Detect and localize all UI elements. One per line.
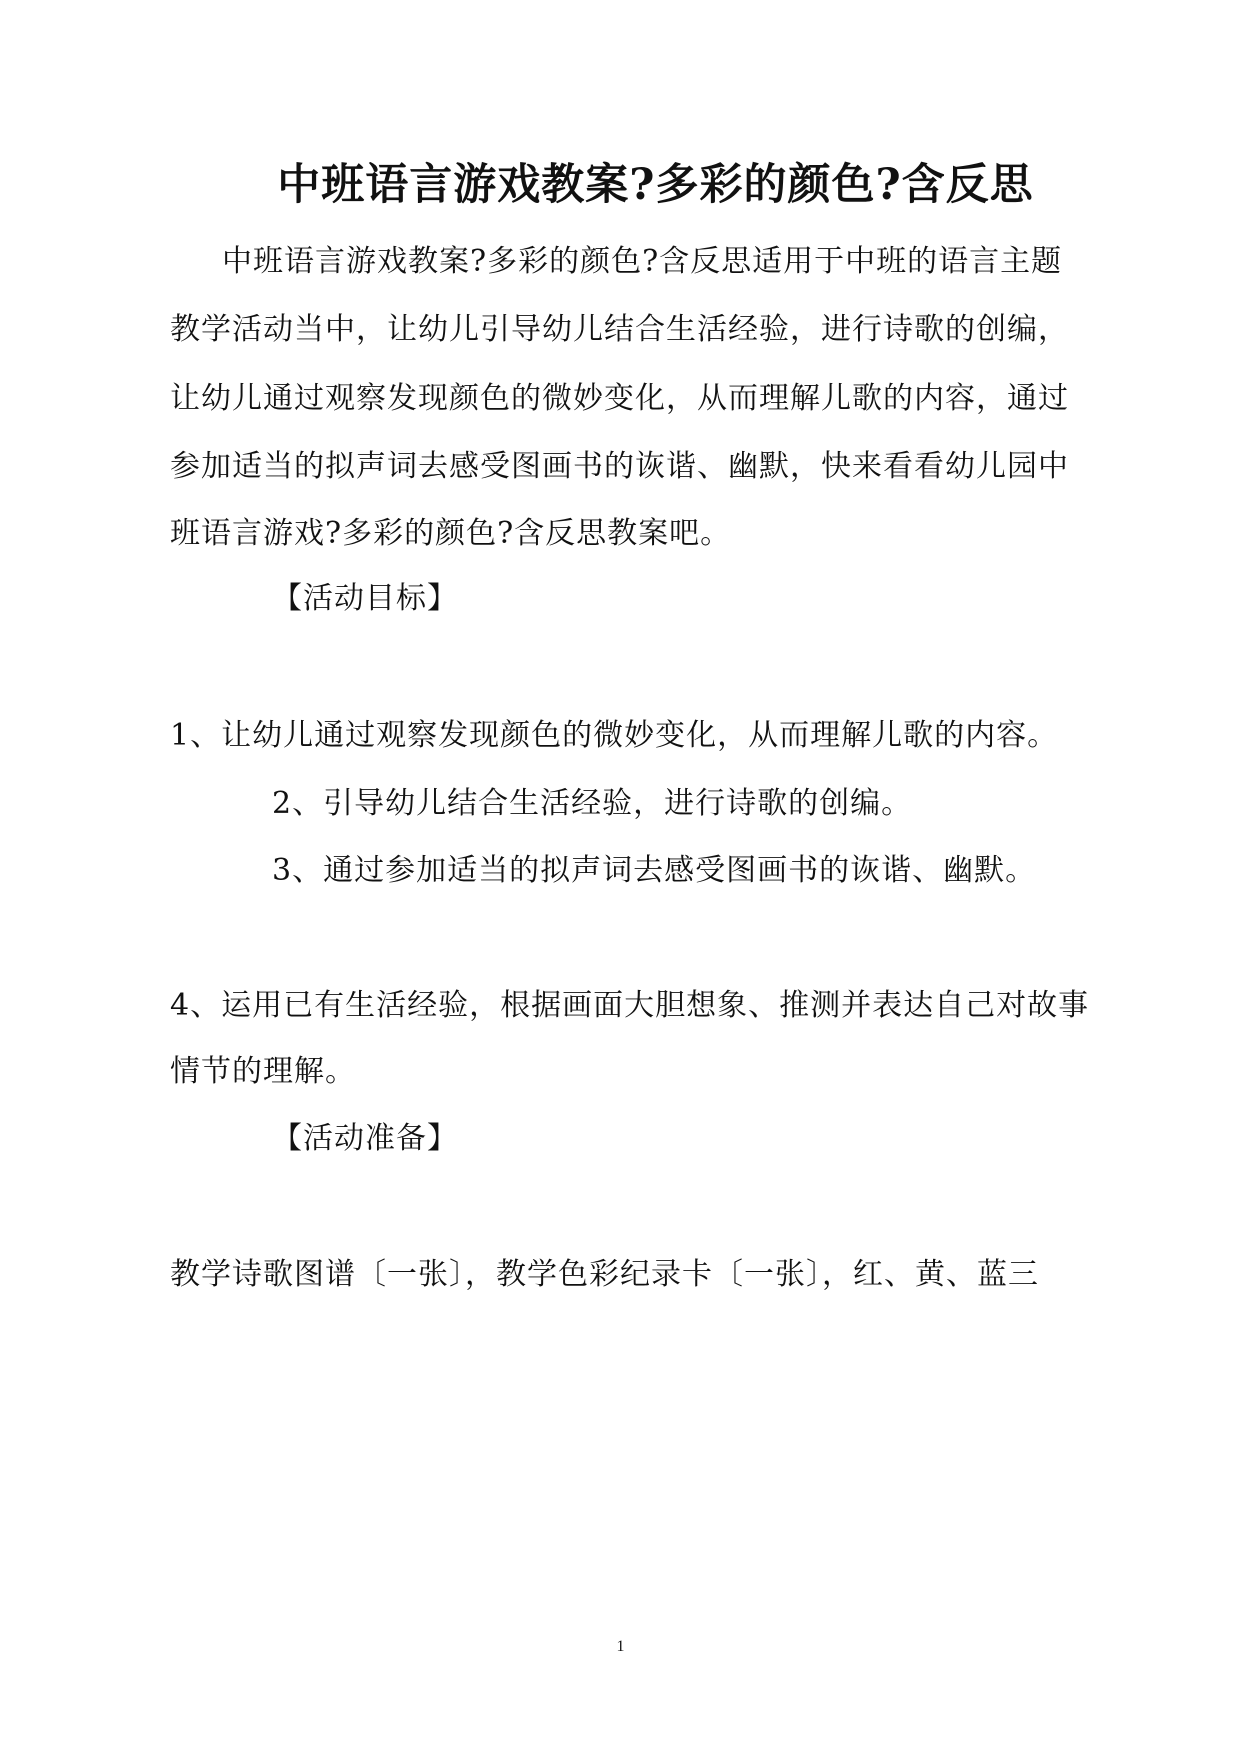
intro-line-4: 参加适当的拟声词去感受图画书的诙谐、幽默，快来看看幼儿园中: [170, 449, 1069, 484]
goal-item-3: 3、通过参加适当的拟声词去感受图画书的诙谐、幽默。: [272, 853, 1037, 888]
goal-item-2: 2、引导幼儿结合生活经验，进行诗歌的创编。: [272, 786, 913, 821]
goal-item-4: 4、运用已有生活经验，根据画面大胆想象、推测并表达自己对故事: [170, 988, 1090, 1023]
intro-line-2: 教学活动当中，让幼儿引导幼儿结合生活经验，进行诗歌的创编，: [170, 312, 1069, 347]
goal-item-1: 1、让幼儿通过观察发现颜色的微妙变化，从而理解儿歌的内容。: [170, 718, 1059, 753]
prep-heading: 【活动准备】: [272, 1121, 458, 1156]
intro-line-5: 班语言游戏?多彩的颜色?含反思教案吧。: [170, 516, 732, 551]
intro-line-1: 中班语言游戏教案?多彩的颜色?含反思适用于中班的语言主题: [222, 244, 1063, 279]
page-number: 1: [616, 1638, 625, 1655]
intro-line-3: 让幼儿通过观察发现颜色的微妙变化，从而理解儿歌的内容，通过: [170, 381, 1069, 416]
prep-line-1: 教学诗歌图谱〔一张〕，教学色彩纪录卡〔一张〕，红、黄、蓝三: [170, 1257, 1039, 1292]
document-title: 中班语言游戏教案?多彩的颜色?含反思: [277, 160, 1034, 210]
goals-heading: 【活动目标】: [272, 581, 458, 616]
goal-item-4-continued: 情节的理解。: [170, 1054, 356, 1089]
